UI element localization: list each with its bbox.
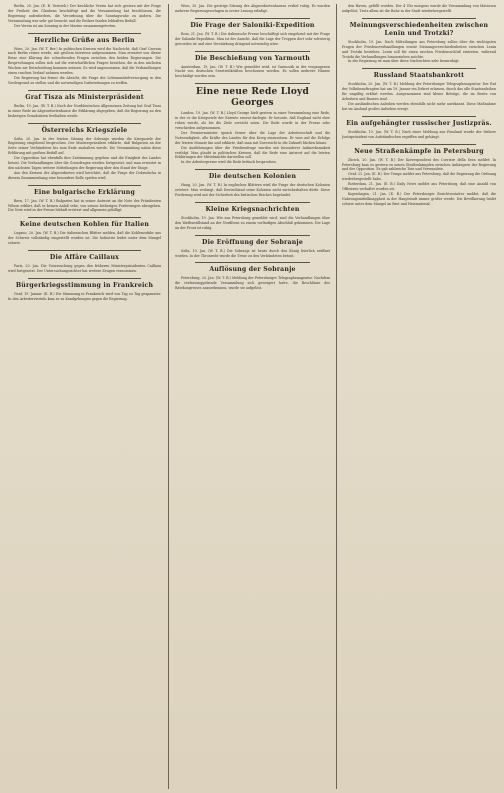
article-paragraph: Der Premierminister sprach ferner über die Lage der Arbeiterschaft und die Notwendigkeit, alle Kräfte des Landes für den Krieg einzusetzen. Er wies auf die Erfolge der letzten Monate hin und erklärte, daß man mit Zuversicht in die Zukunft blicken könne. (175, 130, 330, 145)
article-separator (195, 235, 310, 236)
article-headline: Herzliche Grüße aus Berlin (34, 36, 135, 44)
article-paragraph: Stockholm, 19. Jan. Wie aus Petersburg gemeldet wird, sind die Verhandlungen über den Waffenstillstand an der Nordfront zu einem vorläufigen Abschluß gekommen. Die Lage an der Front ist ruhig. (175, 215, 330, 230)
article-headline: Eine neue Rede Lloyd Georges (196, 87, 309, 109)
article-separator (28, 123, 141, 124)
article-paragraph: Sofia, 19. Jan. (W. T. B.) Die Sobranje ist heute durch den König feierlich eröffnet worden. In der Thronrede wurde die Treue zu den Verbündeten betont. (175, 248, 330, 258)
article-paragraph: Berlin, 20. Jan. (E. B. Vertrieb.) Der kirchliche Verein hat sich gestern mit der Frage der Freiheit des Glaubens beschäftigt und die Versammlung hat beschlossen, die Regierung aufzufordern, die Verordnung über die Sonntagsruhe zu ändern. Die Versammlung war sehr gut besucht und die Redner fanden lebhaften Beifall. (8, 4, 161, 23)
article-headline: Kleine Kriegsnachrichten (205, 205, 300, 213)
article-paragraph: Aus den Kreisen der Abgeordneten wird berichtet, daß die Frage der Dobrudscha in diesem Zusammenhang eine besondere Rolle spielen wird. (8, 170, 161, 180)
article-separator (28, 217, 141, 218)
article-headline: Die Frage der Saloniki-Expedition (190, 21, 315, 29)
article-paragraph: In der Arbeiterpresse wird die Rede kritisch besprochen. (181, 160, 277, 165)
article-paragraph: Die Regierung hat ferner die Absicht, die Frage der Lebensmittelversorgung in den Vordergrund zu stellen und die notwendigen Vorbereitungen zu treffen. (8, 75, 161, 85)
article-headline: Neue Straßenkämpfe in Petersburg (354, 147, 484, 155)
article-paragraph: Der Verein ist am Sonntag in der Marine zusammengetreten. (14, 23, 117, 28)
article-paragraph: Die ausländischen Anleihen werden ebenfalls nicht mehr anerkannt. Diese Maßnahme hat im Ausland großes Aufsehen erregt. (342, 101, 496, 111)
article-headline: Meinungsverschiedenheiten zwischen Lenin und Trotzki? (349, 21, 489, 37)
article (342, 4, 496, 14)
article-separator (28, 278, 141, 279)
article (342, 148, 496, 207)
article-separator (195, 83, 310, 84)
article-separator (28, 250, 141, 251)
article (342, 120, 496, 140)
article-separator (195, 51, 310, 52)
article (175, 266, 330, 291)
article-paragraph: den Haven, gefüllt worden. Der 4 Uhr morgens wurde die Versammlung von Matrosen aufgelöst. Trotz allem ist die Ruhe in der Stadt wiederhergestellt. (342, 4, 496, 13)
article-headline: Auflösung der Sobranje (209, 266, 296, 274)
article-paragraph: Stockholm, 20. Jan. (W. T. B.) Meldung der Petersburger Telegraphenagentur. Der Rat der Volksbeauftragten hat am 19. Januar ein Dekret erlassen, durch das alle Staatsanleihen für ungültig erklärt werden. Ausgenommen sind kleine Beträge, die im Besitz von Arbeitern und Bauern sind. (342, 82, 496, 102)
article-paragraph: Rom, 21. Jan. (W. T. B.) Die italienische Presse beschäftigt sich eingehend mit der Frage der Saloniki-Expedition. Man ist der Ansicht, daß die Lage der Truppen dort sehr schwierig geworden ist und eine Verstärkung dringend notwendig wäre. (175, 31, 330, 46)
article-separator (362, 18, 476, 19)
article (175, 55, 330, 80)
article (175, 206, 330, 231)
article-paragraph: Haag, 20. Jan. (W. T. B.) In englischen Blättern wird die Frage der deutschen Kolonien erörtert. Man verlangt, daß Deutschland seine Kolonien nicht zurückerhalten dürfe. Diese Forderung wird mit der Sicherheit des britischen Reiches begründet. (175, 183, 330, 198)
article-separator (195, 18, 310, 19)
article-headline: Keine deutschen Kohlen für Italien (19, 221, 150, 229)
article-headline: Ein aufgehängter russischer Justizpräs. (346, 119, 492, 127)
article (8, 221, 161, 246)
article-paragraph: Zürich, 20. Jan. (W. T. B.) Der Korrespondent des Corriere della Sera meldet: In Petersburg kam es gestern zu neuen Straßenkämpfen zwischen Anhängern der Regierung und der Opposition. Es gab zahlreiche Tote und Verwundete. (342, 157, 496, 172)
article (8, 37, 161, 86)
article-paragraph: Die Opposition hat ebenfalls ihre Zustimmung gegeben und die Einigkeit des Landes betont. Die Verhandlungen über die Grenzfragen werden fortgesetzt, und man erwartet in den nächsten Tagen weitere Mitteilungen der Regierung über den Stand der Dinge. (8, 156, 161, 170)
article-paragraph: Die Ausführungen über die Friedensfrage wurden mit besonderer Aufmerksamkeit verfolgt. Man glaubt in politischen Kreisen, daß die Rede eine Antwort auf die letzten Erklärungen der Mittelmächte darstellen soll. (175, 145, 330, 160)
article-headline: Österreichs Kriegsziele (41, 126, 128, 134)
article-paragraph: Bern, 17. Jan. (W. T. B.) Bulgarien hat in seiner Antwort an die Note des Präsidenten Wilson erklärt, daß es keinen Anlaß sehe, von seinen bisherigen Forderungen abzugehen. Die Note wird in der Presse lebhaft erörtert und allgemein gebilligt. (8, 198, 161, 213)
article-headline: Graf Tisza als Ministerpräsident (25, 93, 144, 101)
column-rule (336, 4, 337, 789)
article (342, 72, 496, 111)
article (175, 22, 330, 47)
article-separator (362, 144, 476, 145)
article-headline: Die Eröffnung der Sobranje (202, 238, 303, 246)
article (175, 4, 330, 14)
article-paragraph: Wien, 20. Jan. (W. T. Ber.) In politischen Kreisen wird die Nachricht, daß Graf Czernin nach Berlin reisen werde, mit großem Interesse aufgenommen. Man erwartet von dieser Reise eine Klärung der schwebenden Fragen zwischen den beiden Regierungen. Die Besprechungen sollen sich auf die wirtschaftlichen Fragen beziehen, die in den nächsten Wochen zur Entscheidung kommen müssen. Es wird angenommen, daß die Verhandlungen einen raschen Verlauf nehmen werden. (8, 46, 161, 76)
column-rule (168, 4, 169, 789)
article-paragraph: Lugano, 20. Jan. (W. T. B.) Die italienischen Blätter melden, daß die Kohlenzufuhr aus der Schweiz vollständig eingestellt worden ist. Die Industrie leidet unter dem Mangel schwer. (8, 231, 161, 246)
article-separator (195, 202, 310, 203)
article-paragraph: London, 19. Jan. (W. T. B.) Lloyd George hielt gestern in einer Versammlung eine Rede, in der er die Kriegsziele der Entente erneut darlegte. Er betonte, daß England nicht eher ruhen werde, als bis die Ziele erreicht seien. Die Rede wurde in der Presse sehr verschieden aufgenommen. (175, 111, 330, 130)
article (8, 127, 161, 181)
article-headline: Die Beschießung von Yarmouth (195, 54, 310, 62)
article-paragraph: Amsterdam, 19. Jan. (W. T. B.) Wie gemeldet wird, ist Yarmouth in der vergangenen Nacht von deutschen Seestreitkräften beschossen worden. Es sollen mehrere Häuser beschädigt worden sein. (175, 64, 330, 79)
article-paragraph: In der Regierung ist man über diese Nachrichten sehr beunruhigt. (348, 59, 460, 64)
column-1 (8, 4, 161, 789)
article-paragraph: Petersburg, 20. Jan. (W. T. B.) Meldung der Petersburger Telegraphenagentur. Nachdem die verfassunggebende Versammlung sich geweigert hatte, die Beschlüsse des Rätekongresses anzuerkennen, wurde sie aufgelöst. (175, 276, 330, 291)
article (8, 282, 161, 302)
article-separator (28, 185, 141, 186)
article-separator (362, 68, 476, 69)
article-separator (195, 169, 310, 170)
article-paragraph: Wien, 20. Jan. Die gestrige Sitzung des Abgeordnetenhauses verlief ruhig. Es wurden mehrere Regierungsvorlagen in erster Lesung erledigt. (175, 4, 330, 13)
article (175, 239, 330, 259)
article-headline: Eine bulgarische Erklärung (33, 188, 136, 196)
article-paragraph: Genf, 19. Januar. (E. B.) Die Stimmung in Frankreich wird von Tag zu Tag gespannter. In den Arbeitervierteln kam es zu Kundgebungen gegen die Regierung. (8, 291, 161, 301)
article-paragraph: Sofia, 20. Jan. In der letzten Sitzung der Sobranje wurden die Kriegsziele der Regierung eingehend besprochen. Der Ministerpräsident erklärte, daß Bulgarien an der Seite seiner Verbündeten bis zum Ende aushalten werde. Die Versammlung nahm diese Erklärung mit großem Beifall auf. (8, 136, 161, 156)
article (8, 94, 161, 119)
article-paragraph: Berlin, 19. Jan. (W. T. B.) Nach der Norddeutschen Allgemeinen Zeitung hat Graf Tisza in einer Rede im Abgeordnetenhause die Erklärung abgegeben, daß die Regierung an den bisherigen Grundsätzen festhalten werde. (8, 103, 161, 118)
article (8, 189, 161, 214)
article-headline: Russland Staatsbankrott (373, 72, 465, 80)
article-separator (28, 33, 141, 34)
article-separator (195, 262, 310, 263)
article-headline: Die Affäre Caillaux (49, 254, 120, 262)
article (8, 4, 161, 29)
article-separator (28, 90, 141, 91)
article-headline: Bürgerkriegsstimmung in Frankreich (15, 281, 154, 289)
article-paragraph: Rotterdam, 21. Jan. (E. B.) Daily News meldet aus Petersburg, daß eine Anzahl von Offizieren verhaftet worden sei. (342, 182, 496, 192)
article-paragraph: Genf, 21. Jan. (E. B.) Der Temps meldet aus Petersburg, daß die Regierung die Ordnung wiederhergestellt habe. (342, 172, 496, 182)
column-2 (175, 4, 330, 789)
article (175, 173, 330, 198)
column-3 (342, 4, 496, 789)
article-paragraph: Paris, 20. Jan. Die Untersuchung gegen den früheren Ministerpräsidenten Caillaux wird fortgesetzt. Der Untersuchungsrichter hat weitere Zeugen vernommen. (8, 264, 161, 273)
article (175, 87, 330, 165)
article (8, 254, 161, 274)
article-paragraph: Stockholm, 19. Jan. Nach Mitteilungen aus Petersburg sollen über die wichtigsten Fragen der Friedensverhandlungen ernste Meinungsverschiedenheiten zwischen Lenin und Trotzki bestehen. Lenin soll für einen raschen Friedensschluß eintreten, während Trotzki die Verhandlungen hinausziehen möchte. (342, 39, 496, 59)
article-paragraph: Stockholm, 19. Jan. (W. T. B.) Nach einer Meldung aus Finnland wurde der frühere Justizpräsident von Aufständischen ergriffen und gehängt. (342, 129, 496, 139)
article-headline: Die deutschen Kolonien (208, 173, 297, 181)
article-paragraph: Kopenhagen, 21. Jan. (E. B.) Der Petersburger Berichterstatter meldet, daß die Nahrungsmittelknappheit in der Hauptstadt immer größer werde. Die Bevölkerung leidet schwer unter dem Mangel an Brot und Heizmaterial. (342, 191, 496, 206)
article (342, 22, 496, 65)
article-separator (362, 116, 476, 117)
